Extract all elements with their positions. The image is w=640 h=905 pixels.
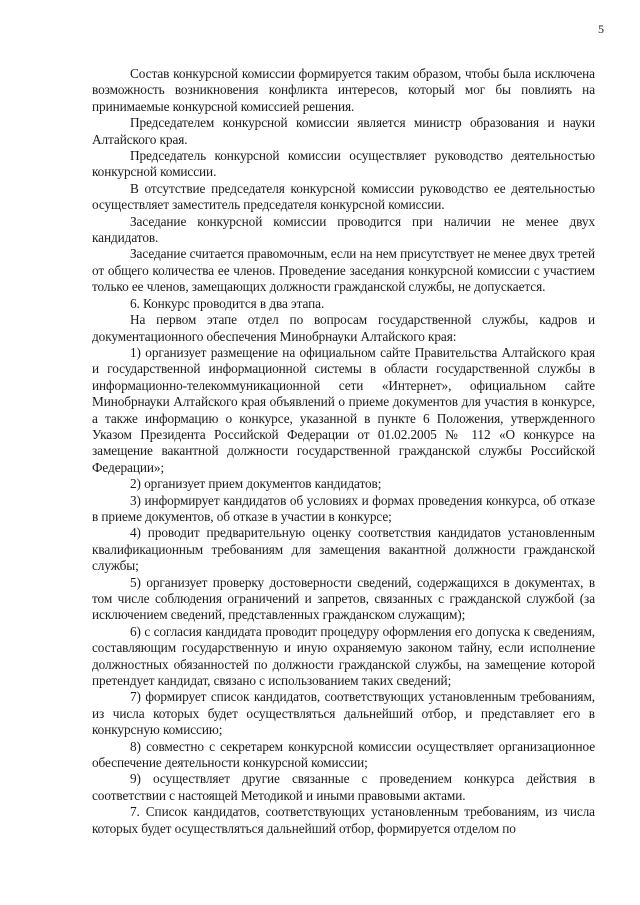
document-body: [92, 66, 595, 837]
list-item: 6) с согласия кандидата проводит процедуру оформления его допуска к сведениям, составляющим государственную и иную охраняемую законом тайну, если исполнение должностных обязанностей по должности гражданской службы, на замещение которой претендует кандидат, связано с использованием таких сведений;: [92, 623, 595, 689]
paragraph: 7. Список кандидатов, соответствующих установленным требованиям, из числа которых будет осуществляться дальнейший отбор, формируется отделом по: [92, 804, 595, 836]
list-item: 4) проводит предварительную оценку соответствия кандидатов установленным квалификационным требованиям для замещения вакантной должности гражданской службы;: [92, 525, 595, 574]
list-item: 3) информирует кандидатов об условиях и формах проведения конкурса, об отказе в приеме документов, об отказе в участии в конкурсе;: [92, 492, 595, 524]
paragraph: В отсутствие председателя конкурсной комиссии руководство ее деятельностью осуществляет заместитель председателя конкурсной комиссии.: [92, 180, 595, 213]
paragraph: Председателем конкурсной комиссии является министр образования и науки Алтайского края.: [92, 115, 595, 147]
list-item: 7) формирует список кандидатов, соответствующих установленным требованиям, из числа которых будет осуществляться дальнейший отбор, и представляет его в конкурсную комиссию;: [92, 689, 595, 738]
paragraph: Заседание конкурсной комиссии проводится при наличии не менее двух кандидатов.: [92, 213, 595, 246]
paragraph: 6. Конкурс проводится в два этапа.: [130, 295, 325, 311]
list-item: 9) осуществляет другие связанные с проведением конкурса действия в соответствии с настоящей Методикой и иными правовыми актами.: [92, 771, 595, 803]
list-item: 1) организует размещение на официальном сайте Правительства Алтайского края и государственной информационной системы в области государственной службы в информационно-телекоммуникационной сети «Интернет», официальном сайте Минобрнауки Алтайского края объявлений о приеме документов для участия в конкурсе, а также информацию о конкурсе, указанной в пункте 6 Положения, утвержденного Указом Президента Российской Федерации от 01.02.2005 № 112 «О конкурсе на замещение вакантной должности государственной гражданской службы Российской Федерации»;: [92, 344, 595, 475]
list-item: 5) организует проверку достоверности сведений, содержащихся в документах, в том числе соблюдения ограничений и запретов, связанных с гражданской службой (за исключением сведений, представленных гражданском служащим);: [92, 574, 595, 623]
page-number: 5: [598, 22, 604, 36]
list-item: 8) совместно с секретарем конкурсной комиссии осуществляет организационное обеспечение деятельности конкурсной комиссии;: [92, 738, 595, 771]
paragraph: На первом этапе отдел по вопросам государственной службы, кадров и документационного обеспечения Минобрнауки Алтайского края:: [92, 312, 595, 344]
list-item: 2) организует прием документов кандидатов;: [130, 476, 382, 492]
paragraph: Состав конкурсной комиссии формируется таким образом, чтобы была исключена возможность возникновения конфликта интересов, который мог бы повлиять на принимаемые конкурсной комиссией решения.: [92, 66, 595, 114]
paragraph: Председатель конкурсной комиссии осуществляет руководство деятельностью конкурсной комиссии.: [92, 148, 595, 180]
paragraph: Заседание считается правомочным, если на нем присутствует не менее двух третей от общего количества ее членов. Проведение заседания конкурсной комиссии с участием только ее членов, замещающих должности гражданской службы, не допускается.: [92, 246, 595, 295]
